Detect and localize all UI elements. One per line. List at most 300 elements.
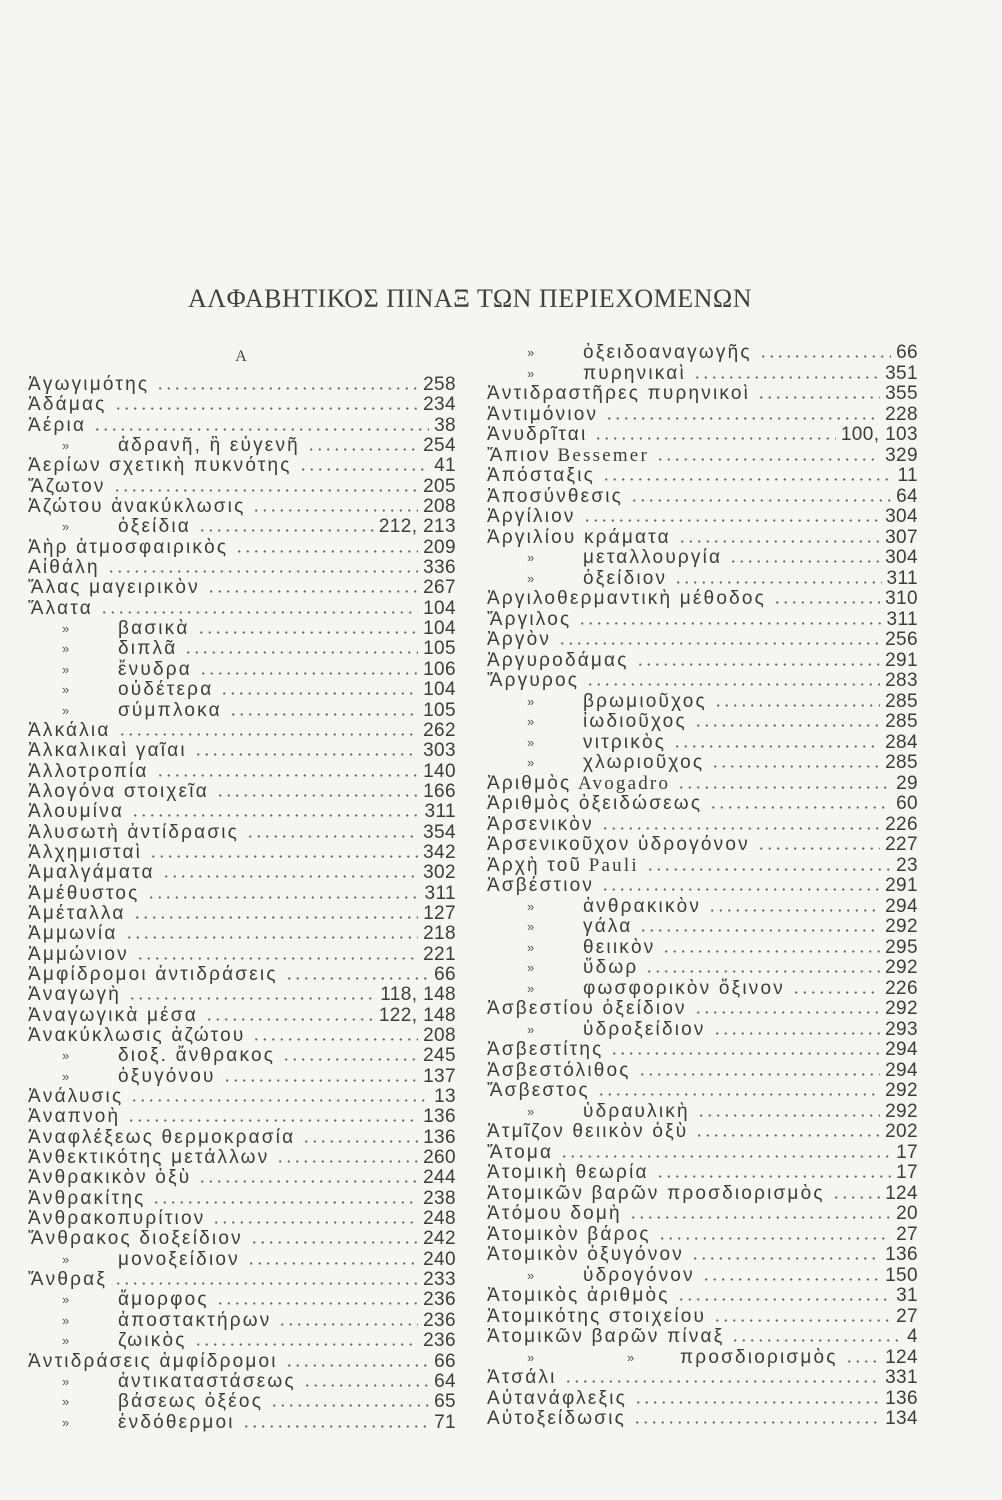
index-entry xyxy=(487,1143,918,1164)
index-entry xyxy=(28,1107,456,1127)
page-number: 66 xyxy=(434,963,456,985)
page-number: 221 xyxy=(423,943,456,965)
page-number: 27 xyxy=(896,1223,918,1245)
index-entry xyxy=(28,558,456,578)
page-number: 60 xyxy=(896,793,918,814)
dot-leader xyxy=(658,1234,891,1240)
dot-leader xyxy=(708,906,880,912)
dot-leader xyxy=(216,791,418,797)
entry-term: Ἀλλοτροπία xyxy=(28,760,149,782)
page-number: 311 xyxy=(424,801,456,823)
dot-leader xyxy=(220,689,418,695)
index-entry xyxy=(28,1148,456,1168)
entry-term: Ἀνάλυσις xyxy=(28,1086,124,1108)
index-entry xyxy=(28,416,456,436)
entry-term: Ἀὴρ ἀτμοσφαιρικὸς xyxy=(28,536,229,558)
entry-term: Ἀνθεκτικότης μετάλλων xyxy=(28,1147,270,1169)
ditto-mark: » xyxy=(62,1414,70,1430)
dot-leader xyxy=(656,1172,891,1178)
entry-term: Αὐτανάφλεξις xyxy=(487,1387,627,1409)
dot-leader xyxy=(125,933,419,939)
dot-leader xyxy=(578,619,881,625)
entry-term: Ἀέρια xyxy=(28,414,87,436)
index-entry xyxy=(28,1331,456,1351)
dot-leader xyxy=(594,434,835,440)
ditto-mark: » xyxy=(62,1333,70,1349)
dot-leader xyxy=(731,1336,902,1342)
page-number: 254 xyxy=(423,435,456,457)
ditto-mark: » xyxy=(62,621,70,637)
index-entry xyxy=(28,721,456,741)
entry-term: φωσφορικὸν ὄξινον xyxy=(583,977,785,999)
entry-term: ὀξείδια xyxy=(118,516,191,538)
entry-term: Ἀερίων σχετικὴ πυκνότης xyxy=(28,455,292,477)
page-number: 105 xyxy=(423,699,456,721)
dot-leader xyxy=(634,1398,880,1404)
page-number: 295 xyxy=(885,936,918,958)
page-number: 134 xyxy=(885,1408,918,1429)
entry-term: Ἀλουμίνα xyxy=(28,801,125,823)
entry-term: Ἀσβεστίου ὀξείδιον xyxy=(487,998,687,1019)
index-entry xyxy=(487,753,918,774)
dot-leader xyxy=(639,926,880,932)
entry-term: Ἀδάμας xyxy=(28,394,107,416)
dot-leader xyxy=(285,1361,429,1367)
dot-leader xyxy=(662,947,880,953)
index-entry xyxy=(487,630,918,651)
page-number: 17 xyxy=(896,1141,918,1163)
index-entry xyxy=(487,1061,918,1082)
dot-leader xyxy=(93,425,429,431)
index-entry xyxy=(28,1046,456,1066)
entry-term: Ἀσβέστιον xyxy=(487,875,595,896)
dot-leader xyxy=(197,628,419,634)
ditto-mark: » xyxy=(62,1068,70,1084)
entry-term-latin: Avogadro xyxy=(577,772,671,794)
index-entry xyxy=(28,538,456,558)
index-title: ΑΛΦΑΒΗΤΙΚΟΣ ΠΙΝΑΞ ΤΩΝ ΠΕΡΙΕΧΟΜΕΝΩΝ xyxy=(187,284,753,313)
ditto-mark: » xyxy=(627,1349,635,1365)
dot-leader xyxy=(212,1218,418,1224)
entry-term: Ἄζωτον xyxy=(28,475,106,497)
index-entry xyxy=(487,1389,918,1410)
dot-leader xyxy=(270,1401,429,1407)
index-entry xyxy=(487,1081,918,1102)
ditto-mark: » xyxy=(62,519,70,535)
dot-leader xyxy=(597,1090,880,1096)
entry-term: ἀποστακτήρων xyxy=(118,1309,272,1331)
page-number: 302 xyxy=(423,862,456,884)
ditto-mark: » xyxy=(527,1021,535,1037)
page-number: 38 xyxy=(434,414,456,436)
dot-leader xyxy=(630,496,891,502)
dot-leader xyxy=(229,710,418,716)
page-number: 202 xyxy=(885,1121,918,1142)
ditto-mark: » xyxy=(527,550,535,565)
dot-leader xyxy=(560,1152,891,1158)
entry-term: Ἀτομικὴ θεωρία xyxy=(487,1162,649,1183)
entry-term-latin: Bessemer xyxy=(557,444,649,466)
ditto-mark: » xyxy=(527,960,535,975)
page-number: 329 xyxy=(885,444,918,466)
page-number: 248 xyxy=(423,1208,456,1230)
entry-term: Ἀτσάλι xyxy=(487,1367,557,1388)
index-entry xyxy=(28,599,456,619)
index-entry xyxy=(28,1209,456,1229)
entry-term: Ἀναπνοὴ xyxy=(28,1106,121,1128)
page-number: 122, 148 xyxy=(378,1004,456,1026)
index-entry xyxy=(487,692,918,713)
entry-term: προσδιορισμὸς xyxy=(680,1346,838,1368)
entry-term: ὕδωρ xyxy=(583,957,639,978)
page-number: 227 xyxy=(885,834,918,855)
ditto-mark: » xyxy=(527,1349,535,1365)
dot-leader xyxy=(773,598,880,604)
dot-leader xyxy=(107,567,418,573)
page-number: 258 xyxy=(423,374,456,395)
page-number: 238 xyxy=(423,1187,456,1209)
page-number: 294 xyxy=(885,1039,918,1060)
page-number: 285 xyxy=(885,690,918,712)
dot-leader xyxy=(729,557,880,563)
page-number: 236 xyxy=(423,1309,456,1331)
entry-term: Ἀρχὴ τοῦ xyxy=(487,854,583,876)
entry-term: Ἀντιμόνιον xyxy=(487,403,599,425)
entry-term: βάσεως ὀξέος xyxy=(118,1391,264,1413)
page-number: 240 xyxy=(423,1248,456,1270)
dot-leader xyxy=(207,587,418,593)
page-number: 311 xyxy=(886,567,918,589)
dot-leader xyxy=(645,967,880,973)
entry-term: Ἀλογόνα στοιχεῖα xyxy=(28,780,209,802)
right-column xyxy=(487,343,918,1430)
index-entry xyxy=(28,1229,456,1249)
dot-leader xyxy=(713,1029,880,1035)
entry-term: Ἀνακύκλωσις ἀζώτου xyxy=(28,1025,246,1046)
dot-leader xyxy=(307,445,418,451)
entry-term: Ἀριθμὸς xyxy=(487,772,572,794)
entry-term: Ἀργίλιον xyxy=(487,506,576,527)
section-letter: Α xyxy=(235,348,247,365)
ditto-mark: » xyxy=(527,1103,535,1119)
index-entry xyxy=(487,1348,918,1369)
index-entry xyxy=(487,589,918,610)
dot-leader xyxy=(694,1008,880,1014)
page-number: 104 xyxy=(423,597,456,619)
dot-leader xyxy=(100,608,418,614)
ditto-mark: » xyxy=(527,714,535,729)
dot-leader xyxy=(276,1157,418,1163)
entry-term: μεταλλουργία xyxy=(583,547,723,568)
entry-term: θειικὸν xyxy=(583,936,656,958)
index-entry xyxy=(28,1413,456,1433)
page-number: 4 xyxy=(907,1326,918,1347)
dot-leader xyxy=(586,680,880,686)
index-entry xyxy=(28,1392,456,1412)
page-number: 293 xyxy=(885,1018,918,1040)
page-number: 66 xyxy=(434,1350,456,1372)
entry-term: Ἀργιλοθερμαντικὴ μέθοδος xyxy=(487,588,766,609)
entry-term: Ἀτομικὸς ἀριθμὸς xyxy=(487,1285,670,1306)
ditto-mark: » xyxy=(527,755,535,770)
entry-term: Ἄνθρακος διοξείδιον xyxy=(28,1228,243,1250)
page-number: 283 xyxy=(885,670,918,691)
index-entry xyxy=(487,733,918,754)
dot-leader xyxy=(131,811,419,817)
page-number: 310 xyxy=(885,588,918,609)
page-number: 105 xyxy=(423,638,456,660)
page-number: 124 xyxy=(885,1182,918,1204)
dot-leader xyxy=(759,352,891,358)
entry-term: Ἀμέταλλα xyxy=(28,902,126,924)
page-number: 208 xyxy=(423,1025,456,1046)
page-number: 64 xyxy=(434,1370,456,1392)
entry-term: ἰωδιοῦχος xyxy=(583,711,687,732)
entry-term: Ἄργυρος xyxy=(487,670,580,691)
ditto-mark: » xyxy=(62,641,70,657)
dot-leader xyxy=(757,844,880,850)
index-entry xyxy=(28,904,456,924)
index-entry xyxy=(28,477,456,497)
index-entry xyxy=(28,1250,456,1270)
index-entry xyxy=(487,384,918,405)
dot-leader xyxy=(252,1035,418,1041)
index-entry xyxy=(28,1352,456,1372)
entry-term: Ἀργὸν xyxy=(487,629,552,650)
dot-leader xyxy=(558,639,880,645)
dot-leader xyxy=(128,994,375,1000)
ditto-mark: » xyxy=(527,939,535,955)
index-entry xyxy=(487,1245,918,1266)
page-number: 351 xyxy=(885,362,918,384)
dot-leader xyxy=(184,648,418,654)
index-entry xyxy=(28,517,456,537)
entry-term: σύμπλοκα xyxy=(118,699,222,721)
dot-leader xyxy=(118,730,419,736)
index-entry xyxy=(28,945,456,965)
ditto-mark: » xyxy=(62,682,70,698)
entry-term: ἐνδόθερμοι xyxy=(118,1411,235,1433)
ditto-mark: » xyxy=(527,693,535,709)
entry-term: Ἀρσενικοῦχον ὑδρογόνον xyxy=(487,834,750,855)
dot-leader xyxy=(247,1259,418,1265)
ditto-mark: » xyxy=(527,898,535,914)
dot-leader xyxy=(199,669,418,675)
index-entry xyxy=(28,1006,456,1026)
index-entry xyxy=(28,1311,456,1331)
entry-term: Ἀριθμὸς ὀξειδώσεως xyxy=(487,793,703,814)
index-entry xyxy=(28,456,456,476)
entry-term: πυρηνικαὶ xyxy=(583,362,686,384)
index-entry xyxy=(487,528,918,549)
dot-leader xyxy=(152,1198,418,1204)
page-number: 355 xyxy=(885,383,918,404)
dot-leader xyxy=(246,832,418,838)
dot-leader xyxy=(709,803,891,809)
index-entry xyxy=(487,1286,918,1307)
entry-term: Ἀποσύνθεσις xyxy=(487,485,624,507)
index-entry xyxy=(28,863,456,883)
index-entry xyxy=(487,1225,918,1246)
dot-leader xyxy=(673,742,880,748)
dot-leader xyxy=(156,771,418,777)
page-number: 292 xyxy=(885,998,918,1019)
page-number: 209 xyxy=(423,536,456,558)
page-number: 233 xyxy=(423,1269,456,1291)
entry-term: Ἀλκαλικαὶ γαῖαι xyxy=(28,740,187,762)
page-number: 17 xyxy=(896,1162,918,1183)
index-entry xyxy=(487,1040,918,1061)
entry-term: ἀντικαταστάσεως xyxy=(118,1370,296,1392)
page-number: 64 xyxy=(896,485,918,507)
dot-leader xyxy=(694,721,880,727)
ditto-mark: » xyxy=(62,661,70,677)
page-number: 292 xyxy=(885,957,918,978)
index-entry xyxy=(487,938,918,959)
index-entry xyxy=(28,1067,456,1087)
index-entry xyxy=(28,1270,456,1290)
entry-term: Ἀναγωγικὰ μέσα xyxy=(28,1004,198,1026)
index-entry xyxy=(28,660,456,680)
page-number: 137 xyxy=(423,1065,456,1087)
entry-term: ἔνυδρα xyxy=(118,658,192,680)
entry-term: Ἀτομικῶν βαρῶν προσδιορισμὸς xyxy=(487,1182,825,1204)
index-entry xyxy=(487,364,918,385)
page-number: 303 xyxy=(423,740,456,762)
ditto-mark: » xyxy=(62,1048,70,1064)
index-entry xyxy=(487,1163,918,1184)
dot-leader xyxy=(646,865,891,871)
page-number: 304 xyxy=(885,547,918,568)
page-number: 226 xyxy=(885,977,918,999)
index-entry xyxy=(28,823,456,843)
page-number: 236 xyxy=(423,1330,456,1352)
page-number: 65 xyxy=(434,1391,456,1413)
entry-term: διοξ. ἄνθρακος xyxy=(118,1045,276,1067)
index-entry xyxy=(28,762,456,782)
entry-term: Ἀτομικῶν βαρῶν πίναξ xyxy=(487,1326,725,1347)
index-entry xyxy=(28,680,456,700)
index-entry xyxy=(487,712,918,733)
ditto-mark: » xyxy=(62,1394,70,1410)
dot-leader xyxy=(832,1193,880,1199)
index-entry xyxy=(487,815,918,836)
dot-leader xyxy=(695,1131,880,1137)
index-entry xyxy=(28,1189,456,1209)
entry-term: ὀξείδιον xyxy=(583,567,668,589)
page-number: 140 xyxy=(423,760,456,782)
index-entry xyxy=(487,835,918,856)
dot-leader xyxy=(564,1377,881,1383)
dot-leader xyxy=(127,1116,418,1122)
entry-term: Ἀνθρακίτης xyxy=(28,1187,146,1209)
index-entry xyxy=(28,497,456,517)
dot-leader xyxy=(250,1238,418,1244)
page-number: 236 xyxy=(423,1289,456,1311)
index-entry xyxy=(28,639,456,659)
entry-term: Ἄργιλος xyxy=(487,608,572,630)
entry-term: Αἰθάλη xyxy=(28,557,100,579)
entry-term: Ἀμμωνία xyxy=(28,923,118,945)
page-number: 29 xyxy=(896,772,918,794)
index-entry xyxy=(28,965,456,985)
page-number: 285 xyxy=(885,711,918,732)
index-entry xyxy=(28,843,456,863)
dot-leader xyxy=(636,660,880,666)
dot-leader xyxy=(677,783,891,789)
page-number: 284 xyxy=(885,731,918,753)
entry-term: Ἅλας μαγειρικὸν xyxy=(28,577,200,599)
dot-leader xyxy=(757,393,880,399)
index-entry xyxy=(487,1409,918,1430)
index-entry xyxy=(28,375,456,395)
index-entry xyxy=(487,979,918,1000)
entry-term: ἄμορφος xyxy=(118,1289,209,1311)
entry-term: ὑδρογόνον xyxy=(583,1264,695,1286)
entry-term: μονοξείδιον xyxy=(118,1248,240,1270)
ditto-mark: » xyxy=(527,570,535,586)
page-number: 124 xyxy=(885,1346,918,1368)
dot-leader xyxy=(713,1316,891,1322)
index-entry xyxy=(28,1372,456,1392)
index-entry xyxy=(28,395,456,415)
index-entry xyxy=(28,924,456,944)
index-entry xyxy=(487,487,918,508)
index-entry xyxy=(487,446,918,467)
page-number: 104 xyxy=(423,618,456,640)
index-entry xyxy=(487,1368,918,1389)
dot-leader xyxy=(136,954,418,960)
entry-term: Ἄσβεστος xyxy=(487,1080,590,1101)
index-entry xyxy=(487,774,918,795)
dot-leader xyxy=(223,1076,419,1082)
entry-term: βρωμιοῦχος xyxy=(583,690,707,712)
page-number: 234 xyxy=(423,394,456,416)
entry-term: Ἀζώτου ἀνακύκλωσις xyxy=(28,496,246,518)
ditto-mark: » xyxy=(62,1251,70,1267)
index-entry xyxy=(487,917,918,938)
dot-leader xyxy=(702,1275,880,1281)
entry-term: βασικὰ xyxy=(118,618,190,640)
dot-leader xyxy=(114,1279,418,1285)
entry-term: Ἀτομικὸν βάρος xyxy=(487,1223,651,1245)
ditto-mark: » xyxy=(527,345,535,360)
page-number: 304 xyxy=(885,506,918,527)
page-number: 307 xyxy=(885,526,918,548)
entry-term: Ἀντιδράσεις ἀμφίδρομοι xyxy=(28,1350,278,1372)
dot-leader xyxy=(299,465,429,471)
dot-leader xyxy=(601,824,880,830)
index-entry xyxy=(487,610,918,631)
page-number: 262 xyxy=(423,719,456,741)
index-entry xyxy=(28,578,456,598)
entry-term: Ἀσβεστίτης xyxy=(487,1039,604,1060)
ditto-mark: » xyxy=(527,919,535,934)
page-number: 212, 213 xyxy=(378,516,456,538)
index-entry xyxy=(487,671,918,692)
dot-leader xyxy=(638,1070,880,1076)
index-entry xyxy=(28,884,456,904)
entry-term: Ἀρσενικὸν xyxy=(487,813,594,835)
page-number: 27 xyxy=(896,1305,918,1327)
page-number: 106 xyxy=(423,658,456,680)
page-number: 311 xyxy=(886,608,918,630)
entry-term: ὀξειδοαναγωγῆς xyxy=(583,342,752,363)
index-entry xyxy=(487,651,918,672)
dot-leader xyxy=(693,373,880,379)
index-entry xyxy=(487,1307,918,1328)
dot-leader xyxy=(610,1049,880,1055)
